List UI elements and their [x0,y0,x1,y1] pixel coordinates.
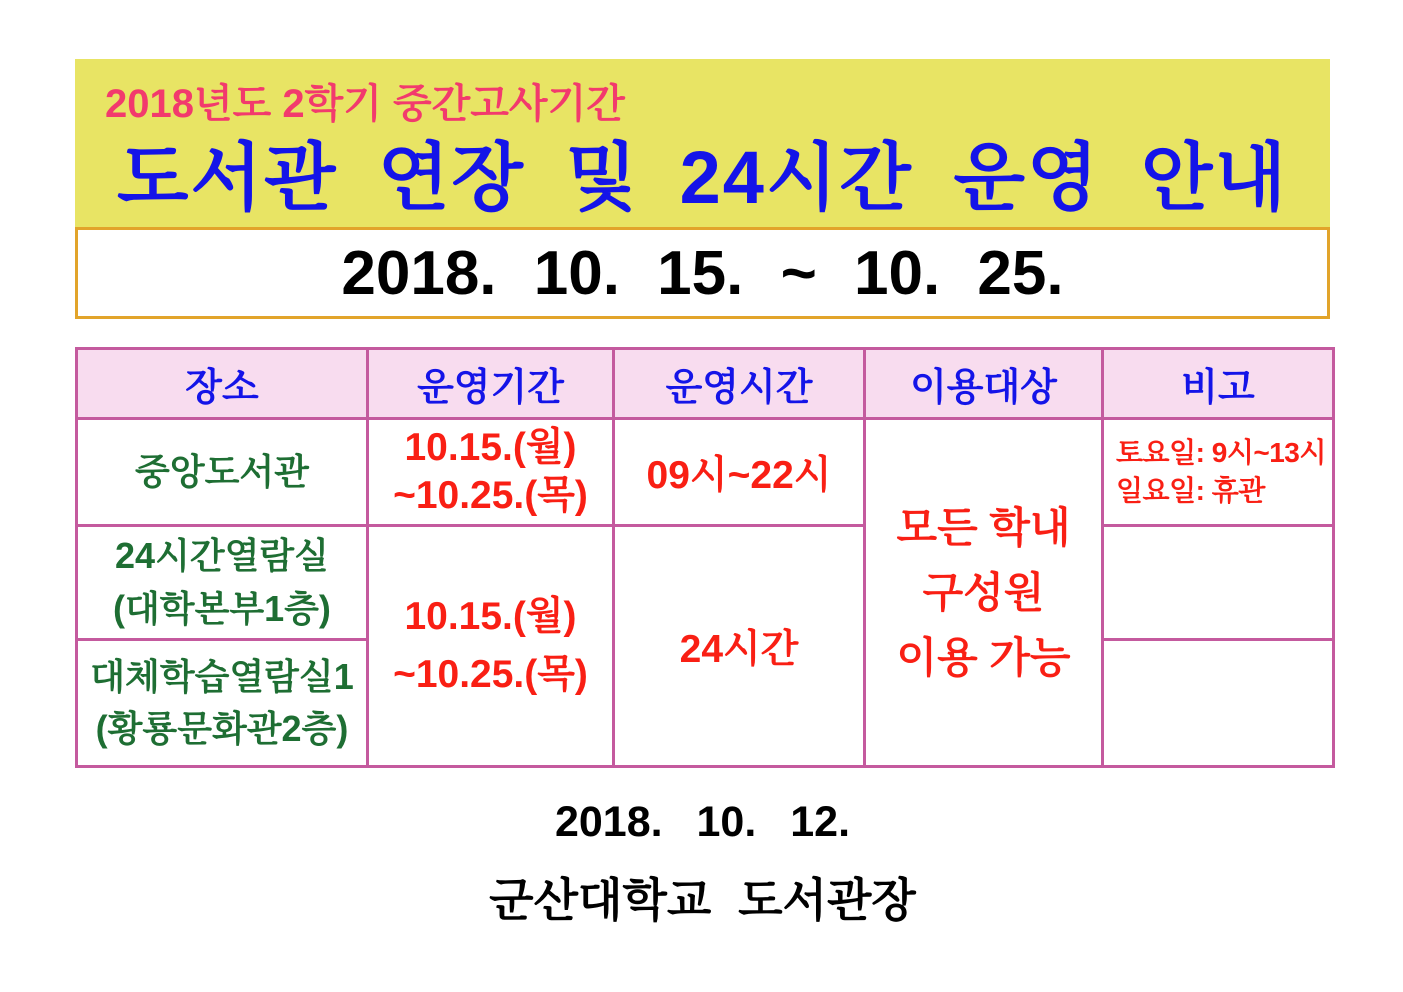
cell-period-central-library [368,419,614,526]
period-line: ~10.25.(목) [393,474,588,517]
place-line: 대체학습열람실1 [90,655,354,697]
place-line: (황룡문화관2층) [95,708,349,749]
cell-note-central-library [1103,419,1334,526]
period-line: 10.15.(월) [404,426,577,470]
period-text: 2018. 10. 15. ~ 10. 25. [341,238,1064,308]
cell-place-central-library [77,419,368,526]
period-line: ~10.25.(목) [393,653,588,696]
cell-audience-merged [865,419,1103,767]
col-header-place: 장소 [77,349,368,419]
audience-line: 구성원 [922,568,1045,616]
table-row-central-library [77,419,1334,526]
cell-place-24h-reading-room [77,526,368,640]
footer-date: 2018. 10. 12. [554,798,851,846]
banner-title: 도서관 연장 및 24시간 운영 안내 [117,136,1288,219]
period-box [75,227,1330,319]
place-line: (대학본부1층) [113,587,331,629]
cell-note-empty [1103,526,1334,640]
audience-line: 모든 학내 [896,503,1071,551]
title-banner [75,59,1330,227]
footer-signature: 군산대학교 도서관장 [489,874,916,926]
note-line: 토요일: 9시~13시 [1116,437,1326,469]
cell-note-empty [1103,640,1334,767]
audience-line: 이용 가능 [896,634,1071,682]
place-label: 중앙도서관 [135,450,309,492]
hours-label: 09시~22시 [646,454,832,497]
col-header-audience: 이용대상 [865,349,1103,419]
cell-hours-merged [614,526,865,767]
table-row-24h-reading-room [77,526,1334,640]
cell-hours-central-library [614,419,865,526]
col-header-note: 비고 [1103,349,1334,419]
col-header-period: 운영기간 [368,349,614,419]
period-line: 10.15.(월) [404,594,577,638]
hours-label: 24시간 [679,628,799,671]
col-header-hours: 운영시간 [614,349,865,419]
place-line: 24시간열람실 [115,535,329,577]
note-line: 일요일: 휴관 [1116,475,1265,506]
schedule-table [75,347,1335,768]
table-header-row [77,349,1334,419]
banner-subtitle: 2018년도 2학기 중간고사기간 [105,82,625,126]
cell-place-alt-study-room [77,640,368,767]
cell-period-merged [368,526,614,767]
